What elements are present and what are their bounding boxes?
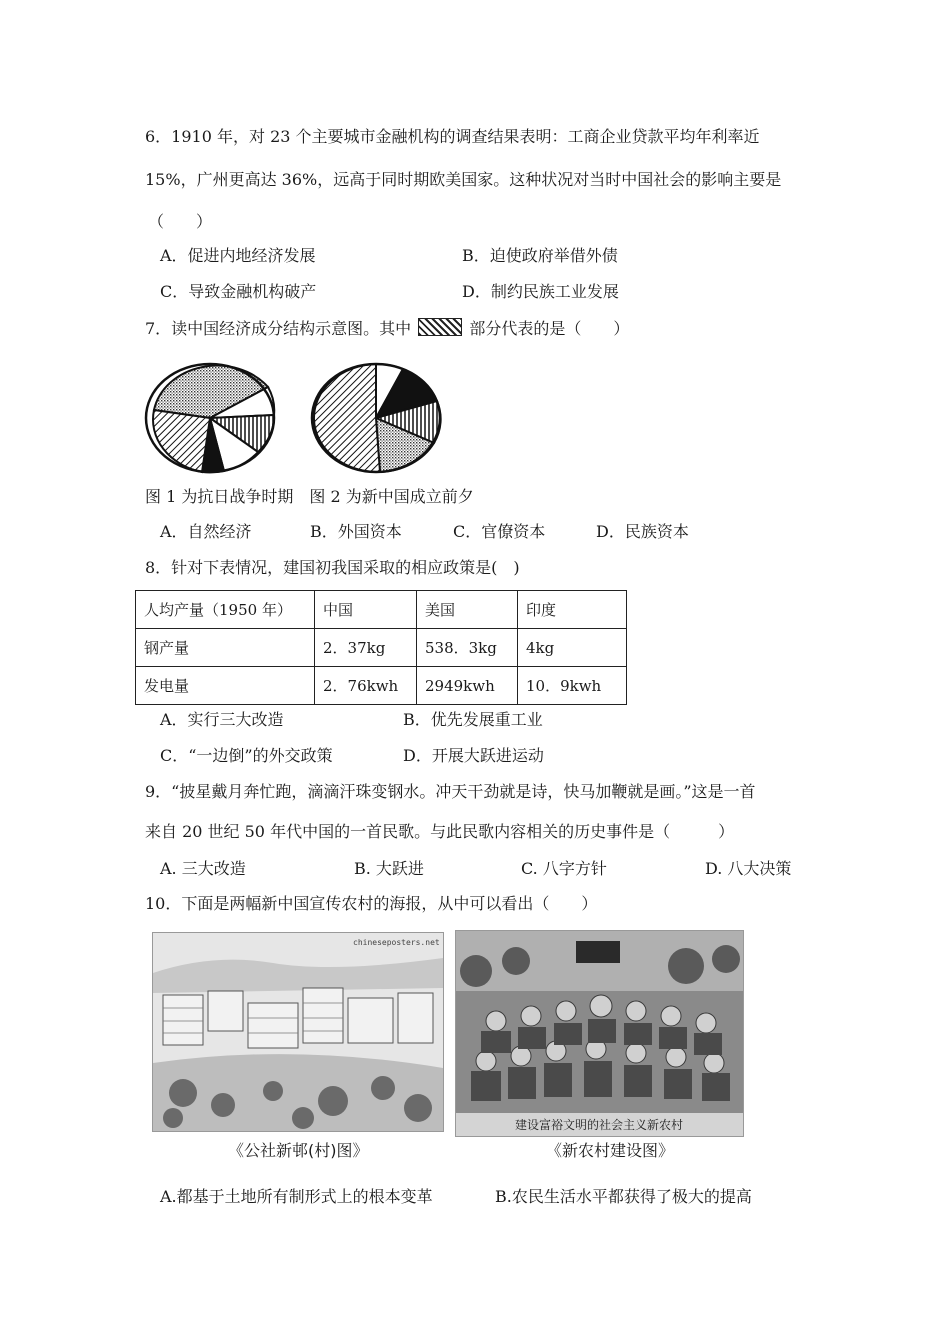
per-capita-output-table (135, 590, 627, 705)
table-header-cell: 印度 (518, 591, 627, 629)
q6-option-a[interactable]: A．促进内地经济发展 (160, 246, 316, 265)
table-header-cell: 美国 (417, 591, 518, 629)
q7-option-b[interactable]: B．外国资本 (310, 522, 402, 541)
q9-line1: 9．“披星戴月奔忙跑，滴滴汗珠变钢水。冲天干劲就是诗，快马加鞭就是画。”这是一首 (145, 782, 756, 801)
q9-option-a[interactable]: A. 三大改造 (160, 859, 246, 878)
table-header-cell: 中国 (315, 591, 417, 629)
q7-option-a[interactable]: A．自然经济 (160, 522, 252, 541)
q9-option-c[interactable]: C. 八字方针 (521, 859, 607, 878)
q7-stem-prefix: 7．读中国经济成分结构示意图。其中 (145, 319, 412, 338)
pie-figure-1 (146, 364, 274, 472)
q10-option-a[interactable]: A.都基于土地所有制形式上的根本变革 (160, 1187, 433, 1206)
poster1-watermark: chineseposters.net (353, 938, 440, 947)
table-header-row (136, 591, 627, 629)
table-row (136, 629, 627, 667)
table-cell: 2949kwh (417, 667, 518, 705)
q8-option-d[interactable]: D．开展大跃进运动 (403, 746, 544, 765)
commune-village-poster (152, 932, 444, 1132)
table-cell: 538．3kg (417, 629, 518, 667)
pie-figure-2 (312, 364, 441, 472)
q8-stem: 8．针对下表情况，建国初我国采取的相应政策是( ) (145, 558, 520, 577)
q6-line3: （ ） (148, 212, 213, 231)
commune-village-illustration (153, 933, 443, 1131)
economy-pie-charts (140, 355, 450, 485)
table-cell: 发电量 (136, 667, 315, 705)
q7-option-c[interactable]: C．官僚资本 (453, 522, 546, 541)
table-row (136, 667, 627, 705)
fig1-slice-hatched (153, 410, 210, 472)
poster1-caption: 《公社新邨(村)图》 (228, 1141, 369, 1160)
table-header-cell: 人均产量（1950 年） (136, 591, 315, 629)
q8-option-b[interactable]: B．优先发展重工业 (403, 710, 543, 729)
q8-option-c[interactable]: C．“一边倒”的外交政策 (160, 746, 333, 765)
q9-option-b[interactable]: B. 大跃进 (354, 859, 424, 878)
table-cell: 10．9kwh (518, 667, 627, 705)
table-cell: 4kg (518, 629, 627, 667)
q6-line1: 6．1910 年，对 23 个主要城市金融机构的调查结果表明：工商企业贷款平均年利率近 (145, 127, 760, 146)
table-cell: 钢产量 (136, 629, 315, 667)
q7-stem (145, 318, 629, 339)
hatched-legend-swatch (418, 318, 462, 336)
q7-option-d[interactable]: D．民族资本 (596, 522, 689, 541)
q6-option-b[interactable]: B．迫使政府举借外债 (462, 246, 618, 265)
fig2-slice-hatched (314, 364, 380, 472)
q6-line2: 15%，广州更高达 36%，远高于同时期欧美国家。这种状况对当时中国社会的影响主要是 (145, 170, 782, 189)
poster2-banner: 建设富裕文明的社会主义新农村 (514, 1118, 684, 1132)
q6-option-d[interactable]: D．制约民族工业发展 (462, 282, 619, 301)
table-cell: 2．76kwh (315, 667, 417, 705)
q7-stem-suffix: 部分代表的是（ ） (469, 319, 630, 338)
new-countryside-illustration (456, 931, 743, 1136)
poster2-caption: 《新农村建设图》 (546, 1141, 675, 1160)
q6-option-c[interactable]: C．导致金融机构破产 (160, 282, 317, 301)
q8-option-a[interactable]: A．实行三大改造 (160, 710, 284, 729)
q9-line2: 来自 20 世纪 50 年代中国的一首民歌。与此民歌内容相关的历史事件是（ ） (145, 822, 735, 841)
q9-option-d[interactable]: D. 八大决策 (705, 859, 792, 878)
table-cell: 2．37kg (315, 629, 417, 667)
new-countryside-poster (455, 930, 744, 1137)
q7-figure-caption: 图 1 为抗日战争时期 图 2 为新中国成立前夕 (145, 487, 474, 506)
q10-stem: 10．下面是两幅新中国宣传农村的海报，从中可以看出（ ） (145, 894, 598, 913)
q10-option-b[interactable]: B.农民生活水平都获得了极大的提高 (495, 1187, 752, 1206)
